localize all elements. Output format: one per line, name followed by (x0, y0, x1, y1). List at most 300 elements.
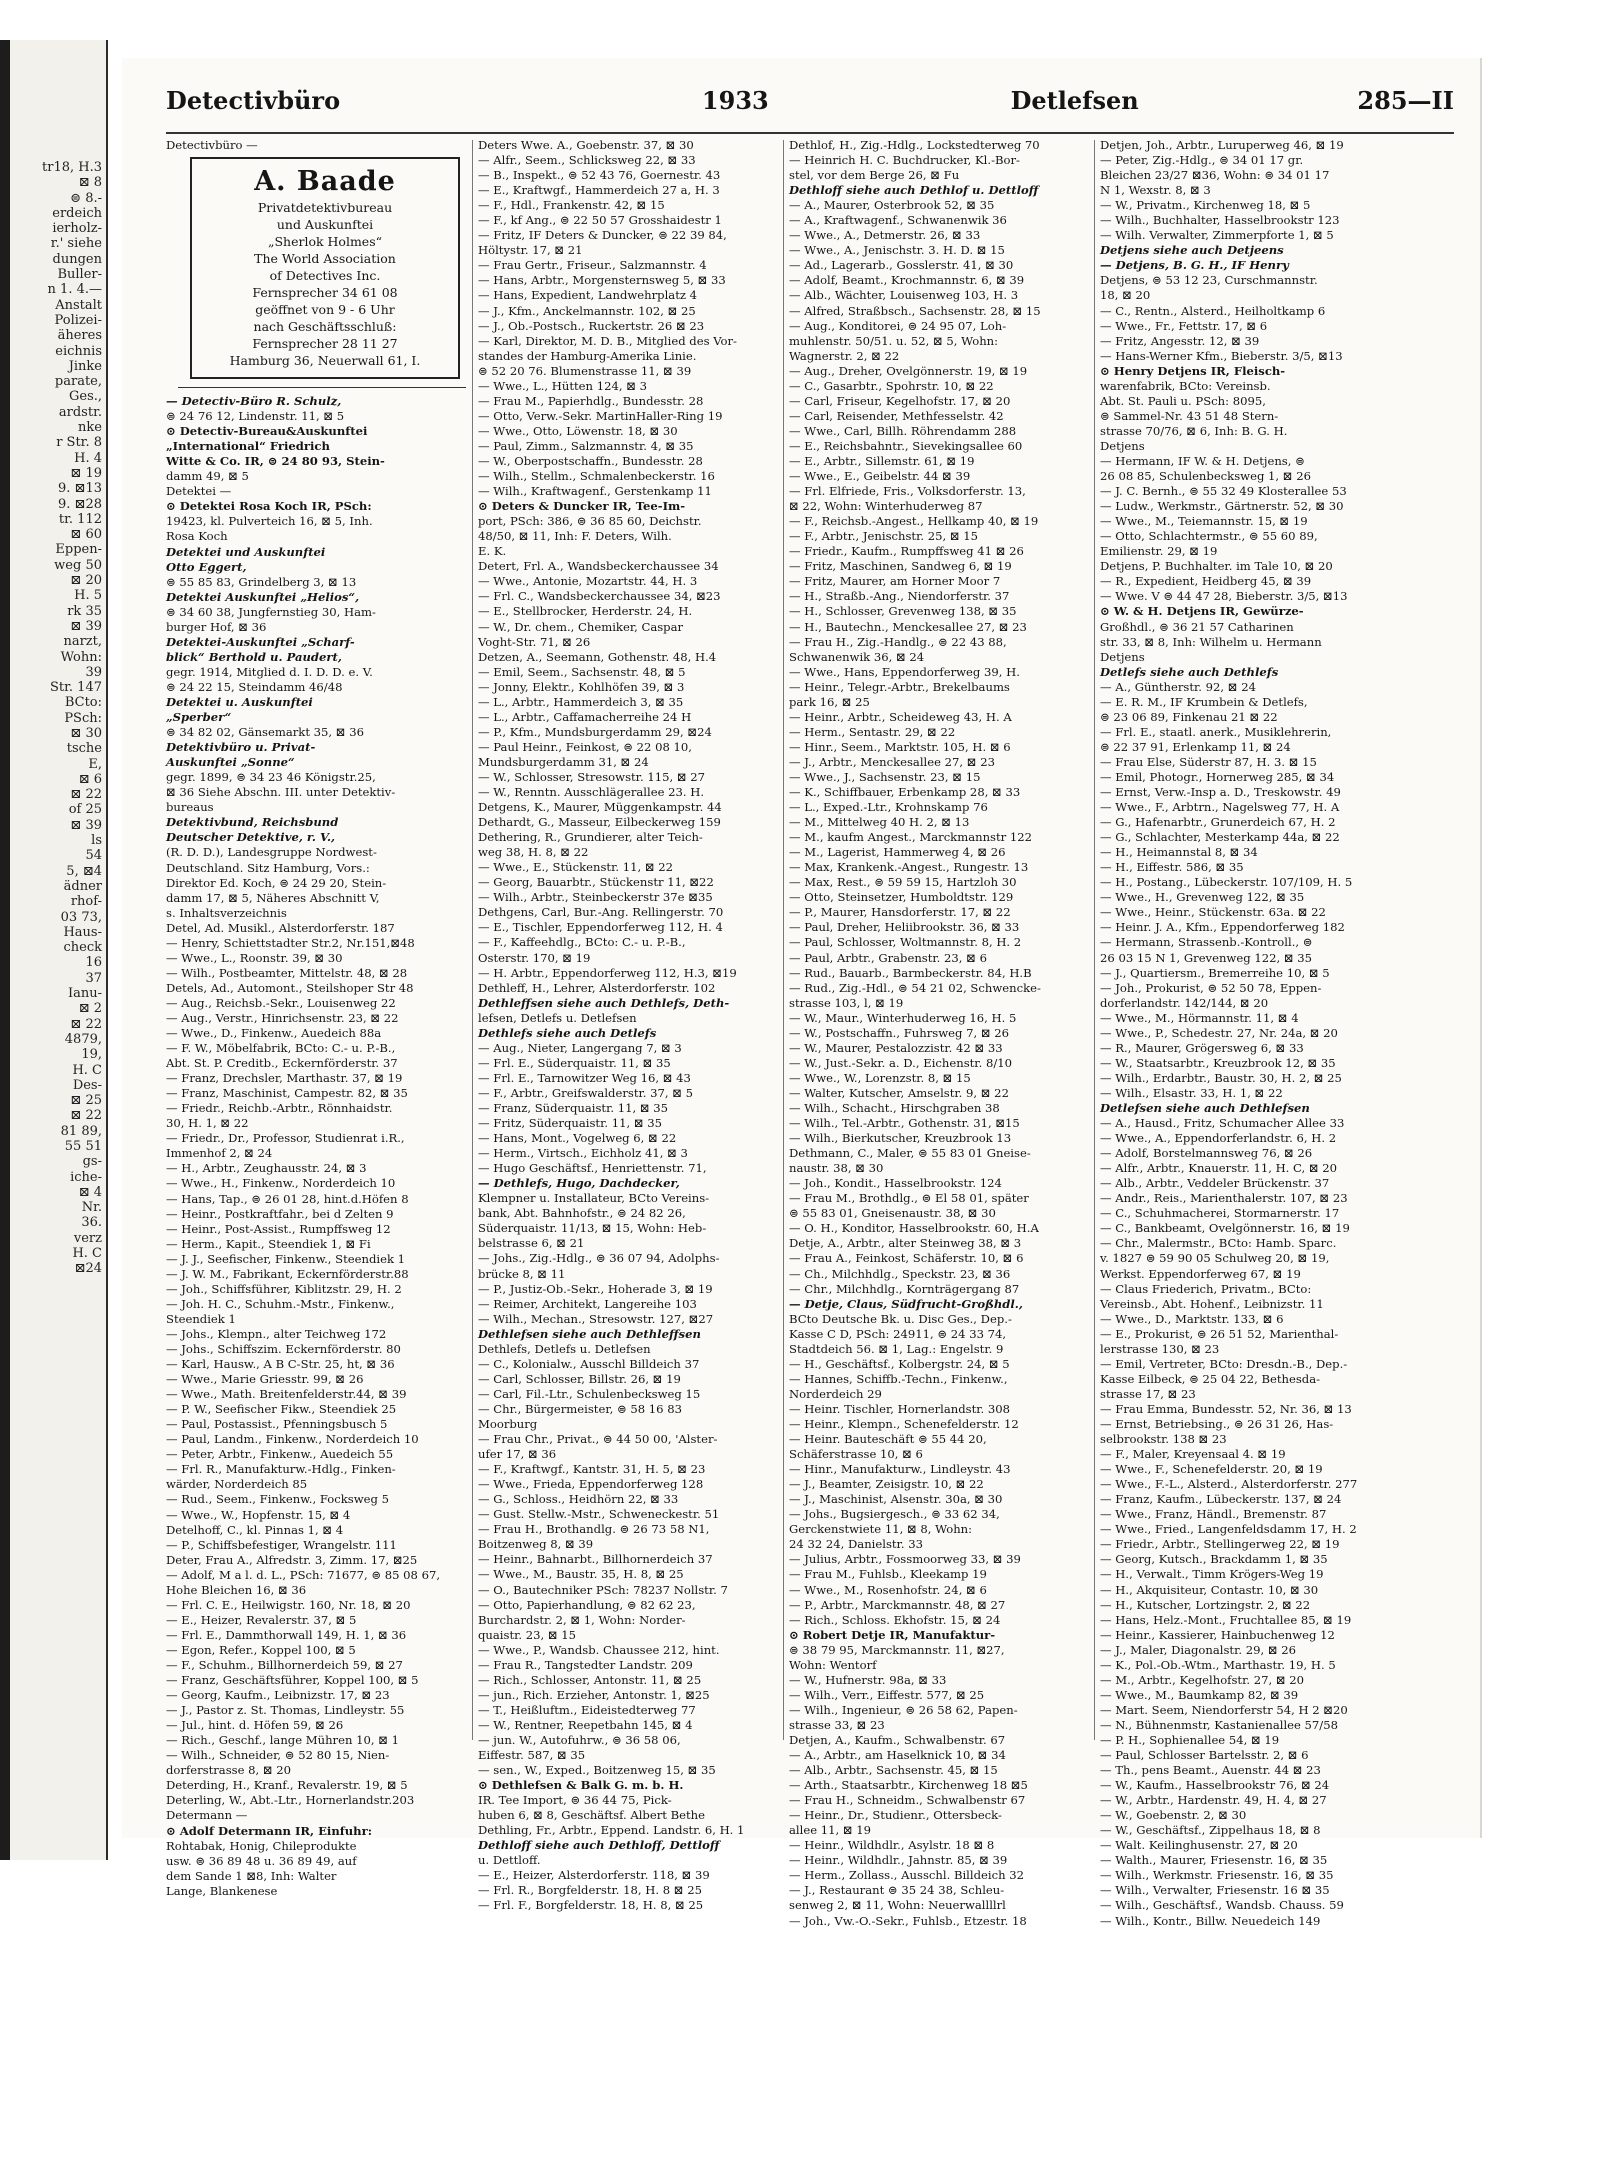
directory-entry: — Wwe., Franz, Händl., Bremenstr. 87 (1100, 1507, 1327, 1522)
facing-page-text-fragment: H. 5 (74, 588, 102, 604)
directory-entry: damm 17, ⊠ 5, Näheres Abschnitt V, (166, 890, 380, 905)
directory-entry: — H., Straßb.-Ang., Niendorferstr. 37 (789, 589, 1010, 604)
directory-entry: Detjens, ⊜ 53 12 23, Curschmannstr. (1100, 273, 1318, 288)
directory-entry: Moorburg (478, 1416, 538, 1431)
directory-entry: — Wilh., Bierkutscher, Kreuzbrook 13 (789, 1131, 1012, 1146)
directory-entry: ⊜ 38 79 95, Marckmannstr. 11, ⊠27, (789, 1642, 1005, 1657)
directory-entry: — Wwe., M., Baustr. 35, H. 8, ⊠ 25 (478, 1567, 684, 1582)
directory-entry: — J., Beamter, Zeisigstr. 10, ⊠ 22 (789, 1477, 984, 1492)
directory-entry: — Aug., Konditorei, ⊜ 24 95 07, Loh- (789, 318, 1007, 333)
directory-entry: ⊜ 24 22 15, Steindamm 46/48 (166, 679, 343, 694)
column-2-entries (478, 138, 778, 1914)
directory-entry: — W., Rentner, Reepetbahn 145, ⊠ 4 (478, 1717, 693, 1732)
directory-entry: — Andr., Reis., Marienthalerstr. 107, ⊠ 23 (1100, 1191, 1348, 1206)
directory-entry: — Hinr., Seem., Marktstr. 105, H. ⊠ 6 (789, 739, 1011, 754)
directory-entry: park 16, ⊠ 25 (789, 694, 870, 709)
column-divider (1094, 140, 1095, 1740)
directory-entry: — A., Kraftwagenf., Schwanenwik 36 (789, 213, 1007, 228)
directory-entry: — Frl. C., Wandsbeckerchaussee 34, ⊠23 (478, 589, 721, 604)
directory-entry: — Wwe., Hans, Eppendorferweg 39, H. (789, 664, 1020, 679)
facing-page-text-fragment: 03 73, (60, 909, 102, 925)
directory-entry: Detjens siehe auch Detjeens (1100, 243, 1284, 258)
directory-entry: — Friedr., Arbtr., Stellingerweg 22, ⊠ 19 (1100, 1537, 1340, 1552)
directory-entry: Voght-Str. 71, ⊠ 26 (478, 634, 591, 649)
directory-entry: Detels, Ad., Automont., Steilshoper Str 48 (166, 980, 414, 995)
column-1 (166, 138, 466, 1898)
directory-entry: — P., Arbtr., Marckmannstr. 48, ⊠ 27 (789, 1597, 1006, 1612)
directory-entry: bureaus (166, 800, 214, 815)
directory-entry: — Johs., Zig.-Hdlg., ⊜ 36 07 94, Adolphs- (478, 1251, 720, 1266)
directory-entry: — W., Renntn. Ausschlägerallee 23. H. (478, 785, 705, 800)
directory-entry: Klempner u. Installateur, BCto Vereins- (478, 1191, 710, 1206)
facing-page-text-fragment: Des- (72, 1077, 102, 1093)
directory-entry: u. Dettloff. (478, 1853, 541, 1868)
directory-entry: 19423, kl. Pulverteich 16, ⊠ 5, Inh. (166, 514, 373, 529)
directory-entry: — Detjens, B. G. H., IF Henry (1100, 258, 1289, 273)
directory-entry: — Jul., hint. d. Höfen 59, ⊠ 26 (166, 1718, 344, 1733)
facing-page-text-fragment: Nr. (81, 1200, 102, 1216)
facing-page-text-fragment: ⊠ 6 (78, 771, 102, 787)
column-divider (472, 140, 473, 1740)
facing-page-text-fragment: r Str. 8 (56, 435, 102, 451)
directory-entry: N 1, Wexstr. 8, ⊠ 3 (1100, 183, 1211, 198)
directory-entry: — W., Maurer, Pestalozzistr. 42 ⊠ 33 (789, 1040, 1003, 1055)
directory-entry: — W., Kaufm., Hasselbrookstr 76, ⊠ 24 (1100, 1778, 1330, 1793)
directory-entry: warenfabrik, BCto: Vereinsb. (1100, 378, 1271, 393)
directory-entry: — Friedr., Reichb.-Arbtr., Rönnhaidstr. (166, 1101, 393, 1116)
facing-page-text-fragment: verz (73, 1230, 102, 1246)
ad-line: geöffnet von 9 - 6 Uhr (255, 302, 395, 318)
ad-line: Privatdetektivbureau (257, 200, 393, 216)
directory-entry: — Fritz, Süderquaistr. 11, ⊠ 35 (478, 1116, 662, 1131)
directory-entry: — Chr., Malermstr., BCto: Hamb. Sparc. (1100, 1236, 1337, 1251)
directory-entry: — Ludw., Werkmstr., Gärtnerstr. 52, ⊠ 30 (1100, 499, 1344, 514)
directory-entry: ⊜ 55 85 83, Grindelberg 3, ⊠ 13 (166, 574, 357, 589)
directory-entry: — Frl. F., Borgfelderstr. 18, H. 8, ⊠ 25 (478, 1898, 704, 1913)
facing-page-text-fragment: 55 51 (64, 1139, 102, 1154)
facing-page-text-fragment: check (63, 940, 102, 956)
directory-entry: — Otto, Papierhandlung, ⊜ 82 62 23, (478, 1597, 696, 1612)
directory-entry: — W., Staatsarbtr., Kreuzbrook 12, ⊠ 35 (1100, 1055, 1336, 1070)
directory-entry: Kasse C D, PSch: 24911, ⊜ 24 33 74, (789, 1326, 1007, 1341)
directory-entry: ⊙ Detektei Rosa Koch IR, PSch: (166, 499, 372, 514)
directory-entry: (R. D. D.), Landesgruppe Nordwest- (166, 845, 377, 860)
facing-page-text-fragment: 5, ⊠4 (66, 863, 102, 879)
facing-page-text-fragment: dungen (52, 251, 102, 267)
ad-rule (178, 387, 466, 388)
directory-entry: — J. C. Bernh., ⊜ 55 32 49 Klosterallee 53 (1100, 484, 1347, 499)
directory-entry: — Frau M., Papierhdlg., Bundesstr. 28 (478, 393, 704, 408)
directory-entry: — F., Hdl., Frankenstr. 42, ⊠ 15 (478, 198, 665, 213)
directory-entry: Vereinsb., Abt. Hohenf., Leibnizstr. 11 (1100, 1296, 1324, 1311)
directory-entry: Dethleff, H., Lehrer, Alsterdorferstr. 102 (478, 980, 716, 995)
directory-entry: — Emil, Vertreter, BCto: Dresdn.-B., Dep.- (1100, 1356, 1348, 1371)
directory-entry: Dethardt, G., Masseur, Eilbeckerweg 159 (478, 815, 721, 830)
directory-entry: Detektivbüro u. Privat- (166, 740, 316, 755)
directory-entry: BCto Deutsche Bk. u. Disc Ges., Dep.- (789, 1311, 1012, 1326)
directory-entry: — W., Goebenstr. 2, ⊠ 30 (1100, 1808, 1247, 1823)
directory-entry: — Alb., Arbtr., Veddeler Brückenstr. 37 (1100, 1176, 1330, 1191)
directory-entry: — Reimer, Architekt, Langereihe 103 (478, 1296, 697, 1311)
directory-entry: — Wilh., Schacht., Hirschgraben 38 (789, 1101, 1000, 1115)
directory-entry: — H., Geschäftsf., Kolbergstr. 24, ⊠ 5 (789, 1356, 1010, 1371)
directory-entry: — J. J., Seefischer, Finkenw., Steendiek 1 (166, 1251, 406, 1266)
directory-entry: — Frau A., Feinkost, Schäferstr. 10, ⊠ 6 (789, 1251, 1024, 1266)
facing-page-text-fragment: BCto: (64, 695, 102, 711)
directory-entry: — Wilh., Buchhalter, Hasselbrookstr 123 (1100, 213, 1340, 228)
directory-entry: — P., Schiffsbefestiger, Wrangelstr. 111 (166, 1537, 397, 1552)
directory-entry: — Hans-Werner Kfm., Bieberstr. 3/5, ⊠13 (1100, 348, 1343, 363)
directory-entry: — jun., Rich. Erzieher, Antonstr. 1, ⊠25 (478, 1687, 710, 1702)
directory-entry: — Ernst, Betriebsing., ⊜ 26 31 26, Has- (1100, 1416, 1334, 1431)
directory-entry: — Frl. E., Tarnowitzer Weg 16, ⊠ 43 (478, 1070, 691, 1085)
directory-entry: — Wilh., Verr., Eiffestr. 577, ⊠ 25 (789, 1687, 985, 1702)
directory-entry: muhlenstr. 50/51. u. 52, ⊠ 5, Wohn: (789, 333, 999, 348)
directory-entry: — E., Prokurist, ⊜ 26 51 52, Marienthal- (1100, 1326, 1339, 1341)
facing-page-text-fragment: Buller- (57, 267, 102, 283)
directory-entry: ⊙ Robert Detje IR, Manufaktur- (789, 1627, 996, 1642)
directory-entry: — Frau Else, Süderstr 87, H. 3. ⊠ 15 (1100, 754, 1317, 769)
directory-entry: — Wwe., H., Grevenweg 122, ⊠ 35 (1100, 890, 1305, 905)
directory-entry: — Wwe., W., Hopfenstr. 15, ⊠ 4 (166, 1507, 351, 1522)
directory-entry: gegr. 1899, ⊜ 34 23 46 Königstr.25, (166, 770, 376, 785)
directory-entry: — Max, Rest., ⊜ 59 59 15, Hartzloh 30 (789, 875, 1017, 890)
directory-entry: Detzen, A., Seemann, Gothenstr. 48, H.4 (478, 649, 717, 664)
directory-entry: — P., Justiz-Ob.-Sekr., Hoherade 3, ⊠ 19 (478, 1281, 713, 1296)
directory-entry: — Hans, Arbtr., Morgensternsweg 5, ⊠ 33 (478, 273, 726, 288)
directory-entry: — Paul, Landm., Finkenw., Norderdeich 10 (166, 1432, 419, 1447)
directory-entry: — Wilh. Verwalter, Zimmerpforte 1, ⊠ 5 (1100, 228, 1334, 243)
directory-entry: Hohe Bleichen 16, ⊠ 36 (166, 1582, 307, 1597)
directory-entry: Höltystr. 17, ⊠ 21 (478, 243, 583, 258)
directory-entry: Detektei und Auskunftei (166, 544, 326, 559)
directory-entry: — L., Arbtr., Hammerdeich 3, ⊠ 35 (478, 694, 684, 709)
facing-page-text-fragment: rk 35 (67, 603, 102, 619)
directory-entry: — F., Arbtr., Greifswalderstr. 37, ⊠ 5 (478, 1085, 694, 1100)
directory-entry: quaistr. 23, ⊠ 15 (478, 1627, 577, 1642)
directory-entry: Deterling, W., Abt.-Ltr., Hornerlandstr.203 (166, 1793, 415, 1808)
directory-entry: Detel, Ad. Musikl., Alsterdorferstr. 187 (166, 920, 395, 935)
directory-entry: — Wwe., M., Teiemannstr. 15, ⊠ 19 (1100, 514, 1308, 529)
directory-entry: Abt. St. Pauli u. PSch: 8095, (1100, 393, 1266, 408)
directory-entry: — Wilh., Mechan., Stresowstr. 127, ⊠27 (478, 1311, 714, 1326)
directory-entry: Dethlefsen siehe auch Dethleffsen (478, 1326, 701, 1341)
directory-entry: — Heinr. Tischler, Hornerlandstr. 308 (789, 1401, 1011, 1416)
directory-entry: — Wwe., Math. Breitenfelderstr.44, ⊠ 39 (166, 1387, 407, 1402)
facing-page-text-fragment: n 1. 4.— (47, 282, 102, 298)
directory-entry: — W., Privatm., Kirchenweg 18, ⊠ 5 (1100, 198, 1311, 213)
directory-entry: Detjen, Joh., Arbtr., Luruperweg 46, ⊠ 19 (1100, 138, 1344, 152)
directory-entry: — Wwe., M., Hörmannstr. 11, ⊠ 4 (1100, 1010, 1299, 1025)
directory-entry: — J., Maschinist, Alsenstr. 30a, ⊠ 30 (789, 1492, 1003, 1507)
directory-entry: — Detje, Claus, Südfrucht-Großhdl., (789, 1296, 1023, 1311)
directory-entry: — M., Mittelweg 40 H. 2, ⊠ 13 (789, 815, 970, 830)
facing-page-text-fragment: ⊠ 60 (70, 527, 102, 543)
directory-entry: — Johs., Klempn., alter Teichweg 172 (166, 1326, 387, 1341)
directory-entry: — T., Heißluftm., Eideistedterweg 77 (478, 1702, 696, 1717)
directory-entry: — H., Akquisiteur, Contastr. 10, ⊠ 30 (1100, 1582, 1319, 1597)
directory-entry: — Joh., Kondit., Hasselbrookstr. 124 (789, 1176, 1002, 1191)
directory-entry: Eiffestr. 587, ⊠ 35 (478, 1748, 586, 1763)
directory-entry: — C., Schuhmacherei, Stormarnerstr. 17 (1100, 1206, 1340, 1221)
directory-entry: — Karl, Hausw., A B C-Str. 25, ht, ⊠ 36 (166, 1357, 395, 1372)
directory-entry: — Heinr., Post-Assist., Rumpffsweg 12 (166, 1221, 391, 1236)
directory-entry: — Frau Chr., Privat., ⊜ 44 50 00, 'Alster- (478, 1432, 718, 1447)
directory-entry: — Hermann, Strassenb.-Kontroll., ⊜ (1100, 935, 1313, 950)
directory-entry: — Paul Heinr., Feinkost, ⊜ 22 08 10, (478, 739, 692, 754)
directory-entry: — Wwe., E., Stückenstr. 11, ⊠ 22 (478, 860, 673, 875)
directory-entry: Deters Wwe. A., Goebenstr. 37, ⊠ 30 (478, 138, 694, 152)
directory-entry: — Joh., Schiffsführer, Kiblitzstr. 29, H. 2 (166, 1281, 402, 1296)
directory-entry: Dethmann, C., Maler, ⊜ 55 83 01 Gneise- (789, 1146, 1031, 1161)
directory-entry: — E., Heizer, Alsterdorferstr. 118, ⊠ 39 (478, 1868, 710, 1883)
ad-text (200, 199, 450, 369)
directory-entry: v. 1827 ⊜ 59 90 05 Schulweg 20, ⊠ 19, (1100, 1251, 1330, 1266)
column-4-entries (1100, 138, 1420, 1929)
directory-entry: — Julius, Arbtr., Fossmoorweg 33, ⊠ 39 (789, 1552, 1021, 1567)
directory-entry: — J., Arbtr., Menckesallee 27, ⊠ 23 (789, 754, 995, 769)
directory-entry: — G., Schloss., Heidhörn 22, ⊠ 33 (478, 1492, 679, 1507)
directory-entry: Detjens, P. Buchhalter. im Tale 10, ⊠ 20 (1100, 559, 1333, 574)
facing-page-text-fragment: Jinke (68, 358, 102, 374)
directory-entry: — E., Tischler, Eppendorferweg 112, H. 4 (478, 920, 723, 935)
ad-line: of Detectives Inc. (269, 268, 381, 284)
directory-entry: — J., Restaurant ⊜ 35 24 38, Schleu- (789, 1883, 1005, 1898)
directory-entry: ⊙ Dethlefsen & Balk G. m. b. H. (478, 1778, 684, 1793)
directory-entry: — L., Exped.-Ltr., Krohnskamp 76 (789, 800, 988, 815)
directory-entry: — Rud., Seem., Finkenw., Focksweg 5 (166, 1492, 389, 1507)
directory-entry: — Frau Emma, Bundesstr. 52, Nr. 36, ⊠ 13 (1100, 1401, 1352, 1416)
directory-entry: ⊙ Deters & Duncker IR, Tee-Im- (478, 499, 686, 514)
directory-entry: Osterstr. 170, ⊠ 19 (478, 950, 591, 965)
facing-page-text-fragment: tsche (66, 741, 102, 757)
directory-entry: — W., Geschäftsf., Zippelhaus 18, ⊠ 8 (1100, 1823, 1321, 1838)
directory-entry: — Paul, Dreher, Heliibrookstr. 36, ⊠ 33 (789, 920, 1020, 935)
directory-entry: — Alfr., Seem., Schlicksweg 22, ⊠ 33 (478, 153, 696, 168)
directory-entry: strasse 70/76, ⊠ 6, Inh: B. G. H. (1100, 423, 1288, 438)
directory-entry: — Aug., Nieter, Langergang 7, ⊠ 3 (478, 1040, 682, 1055)
directory-entry: ⊙ Henry Detjens IR, Fleisch- (1100, 363, 1286, 378)
directory-entry: — Wwe., Frieda, Eppendorferweg 128 (478, 1477, 704, 1492)
directory-entry: — Wwe., Fried., Langenfeldsdamm 17, H. 2 (1100, 1522, 1357, 1537)
directory-entry: — Heinr., Arbtr., Scheideweg 43, H. A (789, 709, 1012, 724)
directory-entry: — Hannes, Schiffb.-Techn., Finkenw., (789, 1371, 1008, 1386)
facing-page-text-fragment: ⊠24 (74, 1261, 102, 1277)
facing-page-text-fragment: gs- (82, 1154, 102, 1170)
directory-entry: — Franz, Drechsler, Marthastr. 37, ⊠ 19 (166, 1071, 403, 1086)
directory-entry: — Fritz, Maschinen, Sandweg 6, ⊠ 19 (789, 559, 1012, 574)
directory-entry: — Herm., Zollass., Ausschl. Billdeich 32 (789, 1868, 1024, 1883)
directory-entry: burger Hof, ⊠ 36 (166, 619, 267, 634)
directory-entry: — K., Schiffbauer, Erbenkamp 28, ⊠ 33 (789, 785, 1021, 800)
directory-entry: Dethloff siehe auch Dethlof u. Dettloff (789, 183, 1039, 198)
facing-page-text-fragment: parate, (54, 374, 102, 390)
directory-entry: — Herm., Kapit., Steendiek 1, ⊠ Fi (166, 1236, 371, 1251)
section-label: Detectivbüro — (166, 138, 258, 152)
directory-entry: wärder, Norderdeich 85 (166, 1477, 308, 1492)
directory-entry: Burchardstr. 2, ⊠ 1, Wohn: Norder- (478, 1612, 686, 1627)
directory-entry: — Henry, Schiettstadter Str.2, Nr.151,⊠48 (166, 935, 415, 950)
directory-entry: — W., Oberpostschaffn., Bundesstr. 28 (478, 453, 703, 468)
directory-entry: — Wilh., Verwalter, Friesenstr. 16 ⊠ 35 (1100, 1883, 1330, 1898)
directory-entry: Dethleffsen siehe auch Dethlefs, Deth- (478, 995, 730, 1010)
directory-entry: — Heinr., Bahnarbt., Billhornerdeich 37 (478, 1552, 713, 1567)
directory-entry: — Wwe., Otto, Löwenstr. 18, ⊠ 30 (478, 423, 678, 438)
facing-page-text-fragment: r.' siehe (50, 236, 102, 252)
directory-entry: — Chr., Bürgermeister, ⊜ 58 16 83 (478, 1401, 682, 1416)
directory-entry: 26 08 85, Schulenbecksweg 1, ⊠ 26 (1100, 469, 1311, 484)
directory-entry: — Heinr., Postkraftfahr., bei d Zelten 9 (166, 1206, 394, 1221)
directory-entry: — Joh. H. C., Schuhm.-Mstr., Finkenw., (166, 1296, 395, 1311)
directory-entry: — K., Pol.-Ob.-Wtm., Marthastr. 19, H. 5 (1100, 1657, 1336, 1672)
directory-entry: — Wwe., Marie Griesstr. 99, ⊠ 26 (166, 1372, 364, 1387)
directory-entry: Auskunftei „Sonne“ (166, 755, 295, 770)
column-1-entries (166, 394, 466, 1899)
directory-entry: IR. Tee Import, ⊜ 36 44 75, Pick- (478, 1793, 672, 1808)
directory-entry: — C., Bankbeamt, Ovelgönnerstr. 16, ⊠ 19 (1100, 1221, 1350, 1236)
directory-entry: Dethgens, Carl, Bur.-Ang. Rellingerstr. 70 (478, 905, 724, 920)
facing-page-text-fragment: ädner (63, 878, 102, 894)
directory-entry: — E., Stellbrocker, Herderstr. 24, H. (478, 604, 693, 619)
directory-entry: Dethlefs siehe auch Detlefs (478, 1025, 657, 1040)
directory-entry: Otto Eggert, (166, 559, 247, 574)
column-2 (478, 138, 778, 1913)
directory-entry: — Ch., Milchhdlg., Speckstr. 23, ⊠ 36 (789, 1266, 1011, 1281)
directory-entry: Mundsburgerdamm 31, ⊠ 24 (478, 754, 649, 769)
directory-entry: — Wilh., Kontr., Billw. Neuedeich 149 (1100, 1913, 1321, 1928)
column-divider (783, 140, 784, 1740)
directory-entry: — Frl. R., Borgfelderstr. 18, H. 8 ⊠ 25 (478, 1883, 702, 1898)
directory-entry: — W., Postschaffn., Fuhrsweg 7, ⊠ 26 (789, 1025, 1009, 1040)
directory-entry: Wohn: Wentorf (789, 1657, 877, 1672)
directory-entry: — Aug., Reichsb.-Sekr., Louisenweg 22 (166, 995, 396, 1010)
directory-entry: — Rich., Schloss. Ekhofstr. 15, ⊠ 24 (789, 1612, 1001, 1627)
directory-entry: usw. ⊜ 36 89 48 u. 36 89 49, auf (166, 1853, 357, 1868)
facing-page-text-fragment: 9. ⊠13 (58, 481, 102, 497)
directory-entry: — J., Quartiersm., Bremerreihe 10, ⊠ 5 (1100, 965, 1330, 980)
directory-entry: ⊠ 36 Siehe Abschn. III. unter Detektiv- (166, 785, 396, 800)
facing-page-text-fragment: ⊠ 39 (70, 618, 102, 634)
directory-entry: — Emil, Photogr., Hornerweg 285, ⊠ 34 (1100, 769, 1335, 784)
facing-page-text-fragment: ⊠ 19 (70, 465, 102, 481)
directory-entry: — Paul, Postassist., Pfenningsbusch 5 (166, 1417, 388, 1432)
directory-entry: Detektei u. Auskunftei (166, 694, 313, 709)
directory-entry: — Ernst, Verw.-Insp a. D., Treskowstr. 49 (1100, 785, 1341, 800)
directory-entry: Schwanenwik 36, ⊠ 24 (789, 649, 925, 664)
directory-entry: — Dethlefs, Hugo, Dachdecker, (478, 1176, 680, 1191)
directory-entry: ufer 17, ⊠ 36 (478, 1447, 557, 1462)
directory-entry: — Emil, Seem., Sachsenstr. 48, ⊠ 5 (478, 664, 686, 679)
directory-entry: Wagnerstr. 2, ⊠ 22 (789, 348, 900, 363)
directory-entry: — F., Arbtr., Jenischstr. 25, ⊠ 15 (789, 529, 979, 544)
page-header (166, 86, 1454, 126)
binding-shadow (0, 40, 10, 1860)
directory-entry: strasse 103, l, ⊠ 19 (789, 995, 904, 1010)
directory-entry: — Hans, Expedient, Landwehrplatz 4 (478, 288, 698, 303)
directory-entry: port, PSch: 386, ⊜ 36 85 60, Deichstr. (478, 514, 702, 529)
facing-page-text-fragment: ⊠ 22 (70, 787, 102, 803)
directory-entry: ⊜ 52 20 76. Blumenstrasse 11, ⊠ 39 (478, 363, 692, 378)
directory-entry: str. 33, ⊠ 8, Inh: Wilhelm u. Hermann (1100, 634, 1322, 649)
ad-line: The World Association (254, 251, 396, 267)
directory-entry: Direktor Ed. Koch, ⊜ 24 29 20, Stein- (166, 875, 387, 890)
directory-entry: — Franz, Süderquaistr. 11, ⊠ 35 (478, 1101, 668, 1115)
directory-entry: — Wwe., P., Schedestr. 27, Nr. 24a, ⊠ 20 (1100, 1025, 1338, 1040)
facing-page-text-fragment: 36. (81, 1215, 102, 1231)
directory-entry: — Hinr., Manufakturw., Lindleystr. 43 (789, 1462, 1011, 1477)
facing-page-text-fragment: ls (91, 833, 102, 849)
directory-entry: — C., Kolonialw., Ausschl Billdeich 37 (478, 1356, 700, 1371)
directory-entry: — Rich., Schlosser, Antonstr. 11, ⊠ 25 (478, 1672, 702, 1687)
directory-entry: — Aug., Dreher, Ovelgönnerstr. 19, ⊠ 19 (789, 363, 1028, 378)
directory-entry: Stadtdeich 56. ⊠ 1, Lag.: Engelstr. 9 (789, 1341, 1004, 1356)
directory-entry: — Wilh., Ingenieur, ⊜ 26 58 62, Papen- (789, 1702, 1018, 1717)
directory-entry: Kasse Eilbeck, ⊜ 25 04 22, Bethesda- (1100, 1371, 1321, 1386)
directory-entry: — Adolf, M a l. d. L., PSch: 71677, ⊜ 85 08 67, (166, 1567, 441, 1582)
directory-entry: — J. W. M., Fabrikant, Eckernförderstr.88 (166, 1266, 409, 1281)
directory-entry: — W., Hufnerstr. 98a, ⊠ 33 (789, 1672, 947, 1687)
facing-page-text-fragment: 19, (81, 1047, 102, 1063)
directory-entry: — Wwe., A., Detmerstr. 26, ⊠ 33 (789, 228, 981, 243)
header-left-keyword: Detectivbüro (166, 86, 341, 115)
facing-page-text-fragment: weg 50 (54, 557, 102, 573)
facing-page-text-fragment: Anstalt (55, 297, 102, 313)
directory-entry: — Franz, Geschäftsführer, Koppel 100, ⊠ 5 (166, 1673, 419, 1688)
directory-entry: — Rud., Bauarb., Barmbeckerstr. 84, H.B (789, 965, 1032, 980)
directory-entry: stel, vor dem Berge 26, ⊠ Fu (789, 168, 960, 183)
directory-entry: — Hermann, IF W. & H. Detjens, ⊜ (1100, 453, 1305, 468)
directory-entry: — Wwe., A., Jenischstr. 3. H. D. ⊠ 15 (789, 243, 1005, 258)
directory-entry: Dethlof, H., Zig.-Hdlg., Lockstedterweg 70 (789, 138, 1040, 152)
directory-entry: — Wwe., Heinr., Stückenstr. 63a. ⊠ 22 (1100, 905, 1326, 920)
directory-entry: — Ad., Lagerarb., Gosslerstr. 41, ⊠ 30 (789, 258, 1014, 273)
facing-page-text-fragment: rhof- (70, 894, 102, 910)
directory-entry: — N., Bühnenmstr, Kastanienallee 57/58 (1100, 1717, 1338, 1732)
directory-entry: Detgens, K., Maurer, Müggenkampstr. 44 (478, 800, 722, 815)
directory-entry: — H., Eiffestr. 586, ⊠ 35 (1100, 860, 1244, 875)
directory-entry: — Carl, Friseur, Kegelhofstr. 17, ⊠ 20 (789, 393, 1011, 408)
directory-entry: — Friedr., Kaufm., Rumpffsweg 41 ⊠ 26 (789, 544, 1024, 559)
directory-entry: — Claus Friederich, Privatm., BCto: (1100, 1281, 1312, 1296)
facing-page-text-fragment: 54 (85, 848, 102, 864)
facing-page-text-fragment: Eppen- (55, 542, 102, 558)
directory-entry: — Carl, Schlosser, Billstr. 26, ⊠ 19 (478, 1371, 681, 1386)
facing-page-text-fragment: ⊜ 8.- (70, 190, 102, 206)
directory-entry: — Fritz, IF Deters & Duncker, ⊜ 22 39 84, (478, 228, 727, 243)
directory-entry: — H., Heimannstal 8, ⊠ 34 (1100, 845, 1258, 860)
directory-entry: — Otto, Steinsetzer, Humboldtstr. 129 (789, 890, 1014, 905)
directory-entry: Detlefs siehe auch Dethlefs (1100, 664, 1279, 679)
directory-entry: — Mart. Seem, Niendorferstr 54, H 2 ⊠20 (1100, 1702, 1348, 1717)
directory-entry: — H., Kutscher, Lortzingstr. 2, ⊠ 22 (1100, 1597, 1311, 1612)
directory-entry: — Heinr., Klempn., Schenefelderstr. 12 (789, 1416, 1019, 1431)
directory-entry: — W., Dr. chem., Chemiker, Caspar (478, 619, 684, 634)
directory-entry: — Frl. E., Dammthorwall 149, H. 1, ⊠ 36 (166, 1627, 407, 1642)
directory-entry: — W., Just.-Sekr. a. D., Eichenstr. 8/10 (789, 1055, 1012, 1070)
directory-entry: brücke 8, ⊠ 11 (478, 1266, 566, 1281)
directory-entry: — Frau M., Fuhlsb., Kleekamp 19 (789, 1567, 987, 1582)
directory-entry: ⊠ 22, Wohn: Winterhuderweg 87 (789, 499, 983, 514)
directory-entry: — Chr., Milchhdlg., Kornträgergang 87 (789, 1281, 1020, 1296)
directory-entry: — Wwe., Carl, Billh. Röhrendamm 288 (789, 423, 1017, 438)
directory-entry: bank, Abt. Bahnhofstr., ⊜ 24 82 26, (478, 1206, 686, 1221)
directory-entry: — Wwe., A., Eppendorferlandstr. 6, H. 2 (1100, 1131, 1337, 1146)
facing-page-text-fragment: E, (88, 756, 102, 772)
facing-page-text-fragment: ardstr. (58, 404, 102, 420)
directory-entry: — Wilh., Stellm., Schmalenbeckerstr. 16 (478, 469, 715, 484)
directory-entry: — Otto, Schlachtermstr., ⊜ 55 60 89, (1100, 529, 1318, 544)
facing-page-text-fragment: iche- (70, 1169, 102, 1185)
